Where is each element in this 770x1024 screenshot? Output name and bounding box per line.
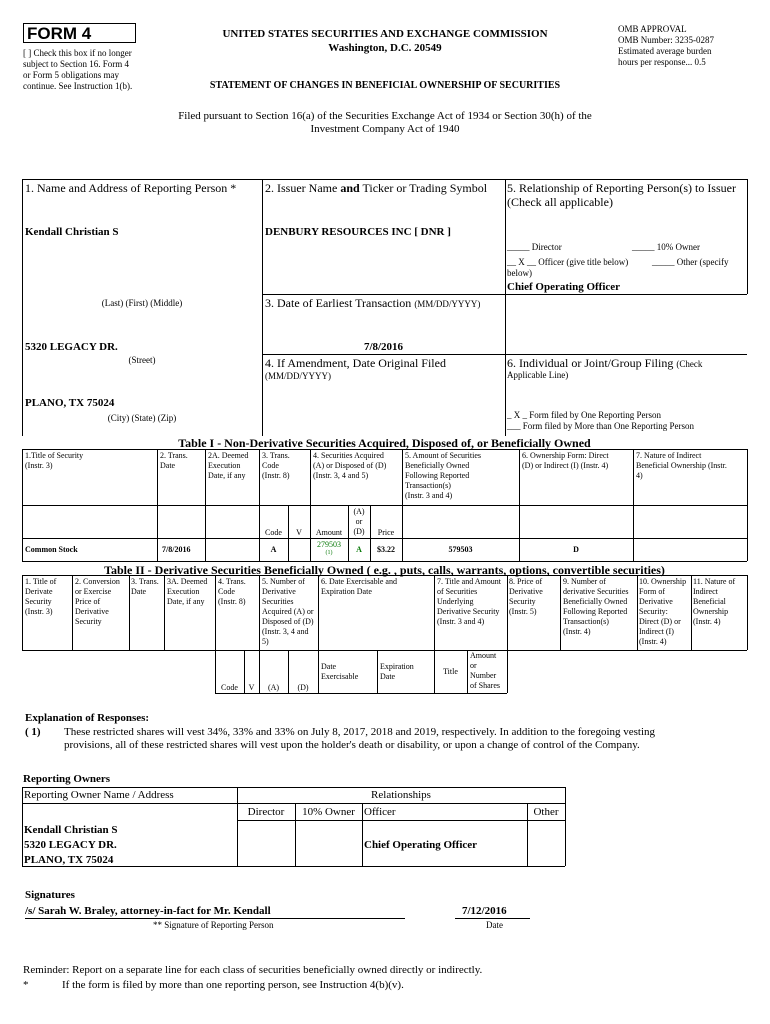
- box6-label-check: (Check: [676, 359, 703, 369]
- owners-heading: Reporting Owners: [23, 773, 111, 785]
- t2-h3a: [167, 577, 207, 607]
- t1-sub-price: Price: [377, 528, 395, 537]
- t2-h-line: Security: [25, 597, 52, 606]
- t1-h2a-line: Execution: [208, 461, 241, 470]
- t2-h-line: (Instr. 3): [25, 607, 53, 616]
- director-check: _____ Director: [507, 242, 562, 252]
- t2-h-line: 2. Conversion: [75, 577, 120, 586]
- t2-h-line: Expiration Date: [321, 587, 372, 596]
- t1-h4-line: 4. Securities Acquired: [313, 451, 384, 460]
- t1-h2-line: Date: [160, 461, 176, 470]
- filed-by-one: _ X _ Form filed by One Reporting Person: [507, 410, 661, 420]
- t1-h2a: [208, 451, 248, 481]
- t2-h-line: 3A. Deemed: [167, 577, 208, 586]
- t2-h11: [693, 577, 735, 627]
- t2-h-line: (Instr. 5): [509, 607, 537, 616]
- t2-h-line: Code: [218, 587, 235, 596]
- t1-h4: [313, 451, 386, 481]
- t1-sub-ad-line: or: [355, 517, 363, 526]
- t2-h3: [131, 577, 159, 597]
- filed-pursuant: [100, 110, 670, 136]
- t1-row-amount-note[interactable]: (1): [325, 550, 333, 556]
- t1-h1-line: (Instr. 3): [25, 461, 53, 470]
- t2-h-line: Derivative Security: [437, 607, 500, 616]
- t2-h-line: (Instr. 3 and 4): [437, 617, 485, 626]
- t2-h-line: Execution: [167, 587, 200, 596]
- t1-h5-line: Following Reported: [405, 471, 470, 480]
- t2-sub-line: Amount: [470, 651, 497, 660]
- t1-row-owned: 579503: [448, 545, 473, 554]
- t2-h-line: 11. Nature of: [693, 577, 736, 586]
- t2-h-line: Security: [509, 597, 536, 606]
- issuer-name: DENBURY RESOURCES INC [ DNR ]: [265, 226, 451, 238]
- explanation-line: provisions, all of these restricted shares will vest upon the holder's death or disability, or upon a change of control of the Company.: [64, 739, 640, 751]
- t2-h1: [25, 577, 56, 617]
- t2-h-line: 4. Trans.: [218, 577, 246, 586]
- t1-row-ad: A: [356, 545, 362, 554]
- filed-line: Filed pursuant to Section 16(a) of the Securities Exchange Act of 1934 or Section 30(h) of the: [178, 110, 592, 122]
- table2-title: Table II - Derivative Securities Beneficially Owned ( e.g. , puts, calls, warrants, options, convertible securities): [104, 563, 665, 577]
- statement-title: STATEMENT OF CHANGES IN BENEFICIAL OWNERSHIP OF SECURITIES: [209, 80, 561, 91]
- t2-h-line: 5): [262, 637, 269, 646]
- t1-h4-line: (Instr. 3, 4 and 5): [313, 471, 369, 480]
- t1-h4-line: (A) or Disposed of (D): [313, 461, 387, 470]
- t1-h1: [25, 451, 83, 471]
- t2-h-line: Derivate: [25, 587, 53, 596]
- owner-street: 5320 LEGACY DR.: [24, 839, 117, 851]
- box2-label-and: and: [340, 181, 360, 195]
- t2-h-line: Derivative: [509, 587, 543, 596]
- t2-h-line: 3. Trans.: [131, 577, 159, 586]
- owners-col-ten: 10% Owner: [302, 806, 355, 818]
- t2-h-line: 8. Price of: [509, 577, 543, 586]
- t2-h-line: Derivative: [262, 587, 296, 596]
- box1-label: 1. Name and Address of Reporting Person *: [25, 181, 237, 195]
- footnote-text: If the form is filed by more than one reporting person, see Instruction 4(b)(v).: [62, 979, 404, 991]
- t1-h5: [405, 451, 481, 501]
- t1-row-title: Common Stock: [25, 545, 78, 554]
- t2-h-line: 7. Title and Amount: [437, 577, 502, 586]
- t1-h5-line: Beneficially Owned: [405, 461, 470, 470]
- t2-h-line: 1. Title of: [25, 577, 57, 586]
- owners-col-name: Reporting Owner Name / Address: [24, 789, 174, 801]
- t2-h-line: Direct (D) or: [639, 617, 681, 626]
- t2-h-line: Derivative: [639, 597, 673, 606]
- t1-h3-line: Code: [262, 461, 279, 470]
- t1-row-form: D: [573, 545, 579, 554]
- t1-sub-ad: [348, 507, 370, 537]
- t2-sub-line: Date: [380, 672, 396, 681]
- reporting-person-name: Kendall Christian S: [25, 226, 119, 238]
- date-caption: Date: [486, 920, 503, 930]
- t2-h-line: Security: [75, 617, 102, 626]
- box5-label: [507, 181, 752, 209]
- t2-h8: [509, 577, 543, 617]
- omb-line: OMB Number: 3235-0287: [618, 35, 714, 45]
- t1-h7-line: Beneficial Ownership (Instr.: [636, 461, 727, 470]
- t2-h-line: Indirect: [693, 587, 718, 596]
- omb-line: hours per response... 0.5: [618, 57, 706, 67]
- city-caption: (City) (State) (Zip): [107, 413, 177, 423]
- t1-h3: [262, 451, 290, 481]
- t2-h9: [563, 577, 629, 637]
- explanation-heading: Explanation of Responses:: [25, 712, 150, 724]
- t2-h-line: Date: [131, 587, 147, 596]
- t2-sub-line: or: [470, 661, 477, 670]
- box2-label-post: Ticker or Trading Symbol: [359, 181, 488, 195]
- t2-h-line: Indirect (I): [639, 627, 674, 636]
- omb-line: OMB APPROVAL: [618, 24, 687, 34]
- check-note-line: or Form 5 obligations may: [23, 70, 119, 80]
- owners-col-rel: Relationships: [371, 789, 431, 801]
- check-note-line: subject to Section 16. Form 4: [23, 59, 129, 69]
- owner-officer-title: Chief Operating Officer: [364, 839, 478, 851]
- t1-h1-line: 1.Title of Security: [25, 451, 84, 460]
- t2-h10: [639, 577, 686, 647]
- t2-sub-d: (D): [297, 683, 309, 692]
- name-caption: (Last) (First) (Middle): [101, 298, 183, 308]
- t2-h-line: of Securities: [437, 587, 478, 596]
- t2-h5: [262, 577, 314, 647]
- t2-sub-line: Exercisable: [321, 672, 359, 681]
- t1-row-code: A: [270, 545, 277, 554]
- t2-h7: [437, 577, 501, 627]
- box6-label-text: 6. Individual or Joint/Group Filing: [507, 356, 674, 370]
- t2-h-line: 9. Number of: [563, 577, 606, 586]
- t2-sub-line: Expiration: [380, 662, 414, 671]
- t2-h-line: derivative Securities: [563, 587, 629, 596]
- t2-h-line: Ownership: [693, 607, 729, 616]
- t2-h-line: or Exercise: [75, 587, 112, 596]
- t2-h-line: 5. Number of: [262, 577, 305, 586]
- below-note: below): [507, 268, 532, 278]
- earliest-transaction-date: 7/8/2016: [363, 341, 404, 353]
- t2-sub-code: Code: [221, 683, 238, 692]
- t2-sub-line: Date: [321, 662, 337, 671]
- t1-sub-code: Code: [265, 528, 282, 537]
- t2-h-line: Form of: [639, 587, 665, 596]
- reporting-street: 5320 LEGACY DR.: [25, 341, 118, 353]
- owner-name: Kendall Christian S: [24, 824, 118, 836]
- agency-city: Washington, D.C. 20549: [328, 42, 442, 54]
- t2-h-line: (Instr. 4): [693, 617, 721, 626]
- t1-h2a-line: 2A. Deemed: [208, 451, 249, 460]
- signature-text: /s/ Sarah W. Braley, attorney-in-fact for Mr. Kendall: [25, 905, 271, 917]
- t2-h4: [218, 577, 246, 607]
- t1-h7-line: 7. Nature of Indirect: [636, 451, 702, 460]
- box4-label: 4. If Amendment, Date Original Filed: [265, 356, 446, 370]
- check-note-line: continue. See Instruction 1(b).: [23, 81, 133, 91]
- box6-label-2: Applicable Line): [507, 370, 569, 380]
- box5-label-line: 5. Relationship of Reporting Person(s) to Issuer: [507, 181, 736, 195]
- t1-h5-line: (Instr. 3 and 4): [405, 491, 453, 500]
- signatures-heading: Signatures: [25, 889, 75, 901]
- t2-h6: [321, 577, 397, 597]
- t2-h-line: Acquired (A) or: [262, 607, 314, 616]
- box2-label-pre: 2. Issuer Name: [265, 181, 341, 195]
- box4-format: (MM/DD/YYYY): [265, 371, 331, 381]
- t1-row-price: $3.22: [377, 545, 395, 554]
- box3-label-text: 3. Date of Earliest Transaction: [265, 296, 412, 310]
- t2-h-line: Securities: [262, 597, 294, 606]
- t2-sub-line: of Shares: [470, 681, 500, 690]
- t1-h3-line: 3. Trans.: [262, 451, 290, 460]
- street-caption: (Street): [128, 355, 156, 365]
- owners-col-oth: Other: [533, 806, 559, 818]
- t1-row-amount: 279503: [317, 540, 341, 549]
- t2-h-line: Transaction(s): [563, 617, 609, 626]
- t1-h2-line: 2. Trans.: [160, 451, 188, 460]
- officer-title: Chief Operating Officer: [507, 281, 621, 293]
- box2-label: [265, 181, 487, 195]
- t2-h-line: Following Reported: [563, 607, 628, 616]
- t1-h7: [636, 451, 746, 481]
- t1-row-date: 7/8/2016: [162, 545, 191, 554]
- t1-h6-line: 6. Ownership Form: Direct: [522, 451, 609, 460]
- form-title: FORM 4: [23, 23, 136, 43]
- owners-col-dir: Director: [247, 806, 285, 818]
- reminder-text: Reminder: Report on a separate line for each class of securities beneficially owned directly or indirectly.: [23, 964, 483, 976]
- t1-h2a-line: Date, if any: [208, 471, 246, 480]
- t2-sub-line: Number: [470, 671, 497, 680]
- t1-h7-line: 4): [636, 471, 643, 480]
- signature-date: 7/12/2016: [462, 905, 507, 917]
- filed-by-more: ___ Form filed by More than One Reporting Person: [507, 421, 694, 431]
- omb-approval: [618, 24, 758, 68]
- t1-h6-line: (D) or Indirect (I) (Instr. 4): [522, 461, 609, 470]
- explanation-num: ( 1): [25, 726, 41, 738]
- t1-sub-v: V: [296, 528, 302, 537]
- officer-check: __ X __ Officer (give title below): [507, 257, 629, 267]
- t1-h2: [160, 451, 188, 471]
- t1-sub-amount: Amount: [315, 528, 343, 537]
- t2-h-line: Date, if any: [167, 597, 205, 606]
- t2-h-line: (Instr. 4): [563, 627, 591, 636]
- check-note: [23, 48, 163, 92]
- filed-line: Investment Company Act of 1940: [310, 123, 460, 135]
- t1-sub-ad-line: (D): [353, 527, 365, 536]
- t2-h-line: (Instr. 8): [218, 597, 246, 606]
- explanation-text: [64, 726, 764, 752]
- t1-h3-line: (Instr. 8): [262, 471, 290, 480]
- t2-h-line: Price of: [75, 597, 101, 606]
- t2-sub-amt: [470, 651, 500, 691]
- t1-h5-line: 5. Amount of Securities: [405, 451, 481, 460]
- table1-title: Table I - Non-Derivative Securities Acquired, Disposed of, or Beneficially Owned: [22, 436, 747, 450]
- owners-col-off: Officer: [364, 806, 396, 818]
- reporting-city: PLANO, TX 75024: [25, 397, 115, 409]
- t2-h-line: 10. Ownership: [639, 577, 687, 586]
- t2-sub-title: Title: [443, 667, 458, 676]
- signature-caption: ** Signature of Reporting Person: [153, 920, 274, 930]
- t2-h-line: Beneficially Owned: [563, 597, 628, 606]
- t2-sub-v: V: [248, 683, 255, 692]
- owner-city: PLANO, TX 75024: [24, 854, 114, 866]
- other-check: _____ Other (specify: [652, 257, 729, 267]
- t2-h-line: (Instr. 4): [639, 637, 667, 646]
- t1-h6: [522, 451, 609, 471]
- t2-h-line: Disposed of (D): [262, 617, 314, 626]
- box3-label-fmt: (MM/DD/YYYY): [414, 299, 481, 309]
- t2-sub-a: (A): [267, 683, 280, 692]
- t2-h-line: Beneficial: [693, 597, 726, 606]
- footnote-star: *: [23, 979, 29, 991]
- t2-h-line: (Instr. 3, 4 and: [262, 627, 309, 636]
- t2-sub-exer: [321, 662, 358, 682]
- t2-sub-exp: [380, 662, 414, 682]
- t2-h-line: Derivative: [75, 607, 109, 616]
- t2-h-line: 6. Date Exercisable and: [321, 577, 397, 586]
- omb-line: Estimated average burden: [618, 46, 712, 56]
- box3-label: [265, 296, 480, 310]
- owner-address: [24, 823, 118, 868]
- box6-label: [507, 356, 702, 370]
- agency-name: UNITED STATES SECURITIES AND EXCHANGE COMMISSION: [222, 28, 548, 40]
- ten-pct-check: _____ 10% Owner: [632, 242, 700, 252]
- t2-h2: [75, 577, 120, 627]
- t1-h5-line: Transaction(s): [405, 481, 451, 490]
- t2-h-line: Underlying: [437, 597, 474, 606]
- box5-label-line: (Check all applicable): [507, 195, 613, 209]
- t2-h-line: Security:: [639, 607, 668, 616]
- explanation-line: These restricted shares will vest 34%, 33% and 33% on July 8, 2017, 2018 and 2019, respectively. In addition to the foregoing vesting: [64, 726, 656, 738]
- check-note-line: [ ] Check this box if no longer: [23, 48, 132, 58]
- t1-sub-ad-line: (A): [353, 507, 365, 516]
